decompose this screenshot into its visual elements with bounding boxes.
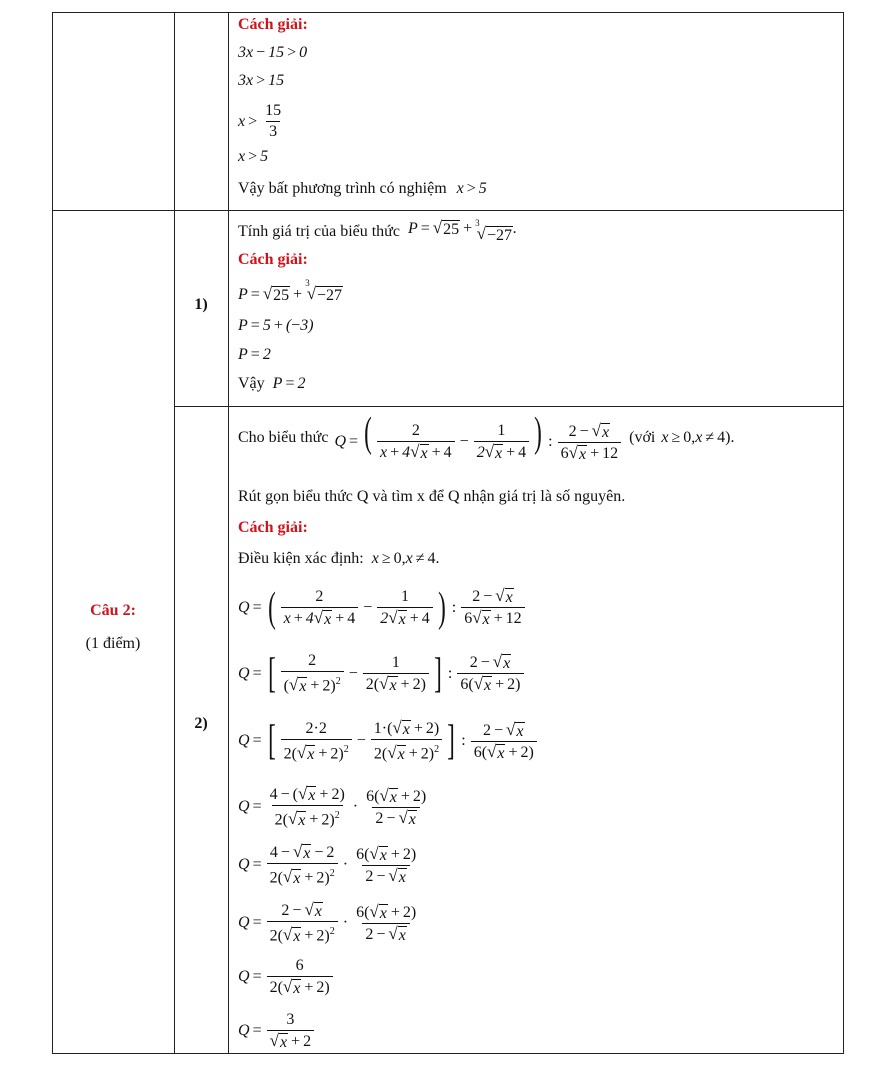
table-divider-col1	[174, 12, 175, 1054]
step-line: Q = 2 − √ x 2( √ x + 2)$^2$ · 6( √ x + 2) 2 − √ x	[238, 900, 417, 946]
table-border-left	[52, 12, 53, 1054]
step-line: Q = [ 2·2 2( √ x + 2)$^2$ − 1·( √ x + 2) 2( √ x + 2)$^2$ ] : 2 − √ x 6( √ x + 2)	[238, 719, 539, 763]
table-divider-col2	[228, 12, 229, 1054]
sub1-solution	[238, 211, 838, 406]
domain-line: Điều kiện xác định: x ≥ 0,x ≠ 4 .	[238, 550, 440, 567]
prompt-text: Cho biểu thức	[238, 428, 329, 446]
sub2-prompt: Cho biểu thức Q = ( 2 x + 4 √ x + 4 − 1 2 √ x + 4 ) : 2 − √ x 6 √ x + 12 (với x ≥ 0,x ≠ 4 ).	[238, 410, 735, 463]
step-line: P = 5 + ( − 3)	[238, 317, 314, 334]
sub1-prompt: Tính giá trị của biểu thức P = √ 25 + 3 √ −27 .	[238, 218, 518, 244]
sub-number-2: 2)	[194, 715, 208, 732]
sub-number-1: 1)	[194, 296, 208, 313]
step-line: Q = 3 √ x + 2	[238, 1011, 316, 1051]
part1-heading: Cách giải:	[238, 16, 308, 33]
step-line: Q = 4 − ( √ x + 2) 2( √ x + 2)$^2$ · 6( √ x + 2) 2 − √ x	[238, 784, 427, 830]
answer-table	[52, 12, 844, 1054]
sub2-heading: Cách giải:	[238, 519, 308, 536]
part1-conclusion: Vậy bất phương trình có nghiệm x > 5	[238, 180, 487, 197]
domain-text: Điều kiện xác định:	[238, 550, 364, 567]
prompt-text: Tính giá trị của biểu thức	[238, 222, 400, 240]
part1-solution	[238, 12, 838, 210]
step-line: Q = ( 2 x + 4 √ x + 4 − 1 2 √ x + 4 ) : 2 − √ x 6 √ x + 12	[238, 587, 527, 628]
conclusion-text: Vậy bất phương trình có nghiệm	[238, 180, 447, 197]
sub2-solution	[238, 407, 838, 1053]
question-label: Câu 2:	[90, 602, 136, 619]
table-border-bottom	[52, 1053, 844, 1054]
condition-note: (với	[629, 428, 656, 446]
question-points: (1 điểm)	[85, 635, 141, 652]
step-line: Q = [ 2 ( √ x + 2)$^2$ − 1 2( √ x + 2) ] : 2 − √ x 6( √ x + 2)	[238, 652, 526, 695]
step-line: Q = 6 2( √ x + 2)	[238, 957, 335, 997]
step-line: P = √ 25 + 3 √ −27	[238, 278, 343, 304]
sub2-task: Rút gọn biểu thức Q và tìm x để Q nhận giá trị là số nguyên.	[238, 488, 626, 505]
step-line: P = 2	[238, 346, 271, 363]
step-line: x > 5	[238, 148, 269, 165]
step-line: 3x > 15	[238, 72, 285, 89]
sub1-conclusion: Vậy P = 2	[238, 375, 306, 392]
step-line: 3x − 15 > 0	[238, 44, 308, 61]
table-border-right	[843, 12, 844, 1054]
conclusion-text: Vậy	[238, 375, 265, 392]
step-line: x > $\frac{15}{3}$	[238, 102, 282, 140]
step-line: Q = 4 − √ x − 2 2( √ x + 2)$^2$ · 6( √ x + 2) 2 − √ x	[238, 842, 417, 888]
sub1-heading: Cách giải:	[238, 251, 308, 268]
